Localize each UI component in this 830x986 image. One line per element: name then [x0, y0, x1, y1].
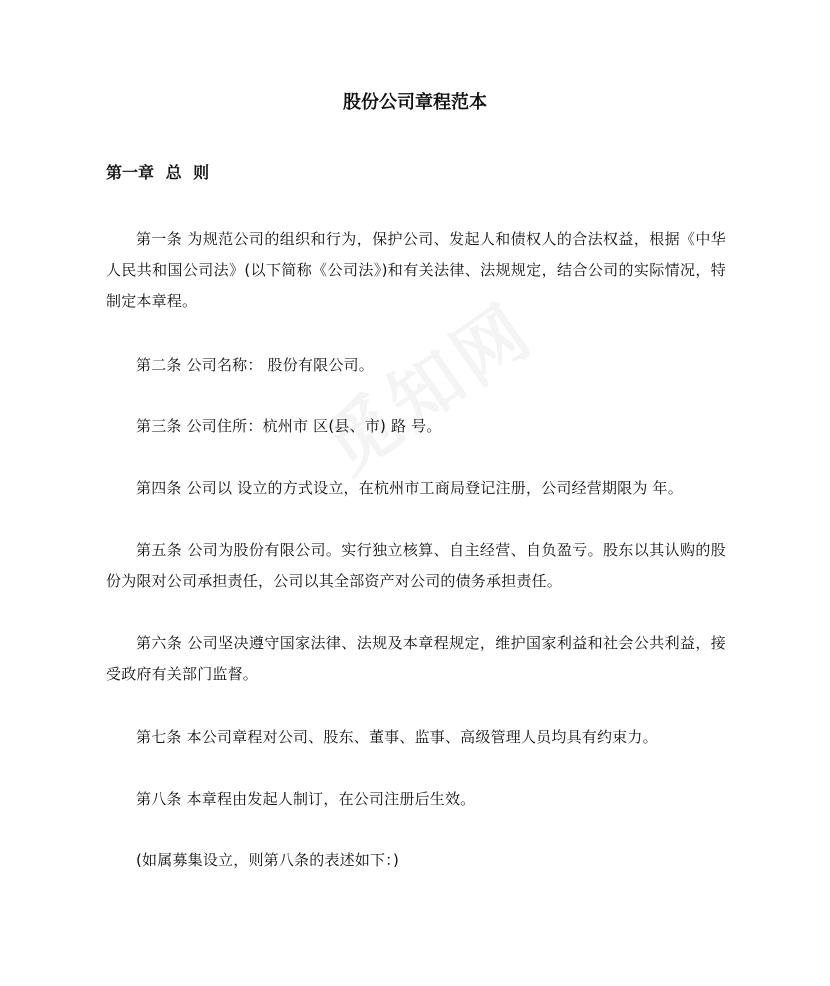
document-title: 股份公司章程范本	[343, 92, 487, 113]
chapter-title: 第一章 总 则	[106, 163, 210, 182]
article-5: 第五条 公司为股份有限公司。实行独立核算、自主经营、自负盈亏。股东以其认购的股份为限对公司承担责任，公司以其全部资产对公司的债务承担责任。	[106, 541, 726, 590]
article-6: 第六条 公司坚决遵守国家法律、法规及本章程规定，维护国家利益和社会公共利益，接受政府有关部门监督。	[106, 634, 726, 683]
article-4: 第四条 公司以 设立的方式设立，在杭州市工商局登记注册，公司经营期限为 年。	[136, 479, 683, 497]
article-7: 第七条 本公司章程对公司、股东、董事、监事、高级管理人员均具有约束力。	[136, 728, 658, 746]
note-paragraph: (如属募集设立，则第八条的表述如下：)	[136, 851, 400, 869]
article-2: 第二条 公司名称： 股份有限公司。	[136, 356, 374, 374]
article-8: 第八条 本章程由发起人制订，在公司注册后生效。	[136, 790, 476, 808]
article-1: 第一条 为规范公司的组织和行为，保护公司、发起人和债权人的合法权益，根据《中华人民共和国公司法》(以下简称《公司法》)和有关法律、法规规定，结合公司的实际情况，特制定本章程。	[106, 230, 726, 310]
article-3: 第三条 公司住所：杭州市 区(县、市) 路 号。	[136, 417, 442, 435]
